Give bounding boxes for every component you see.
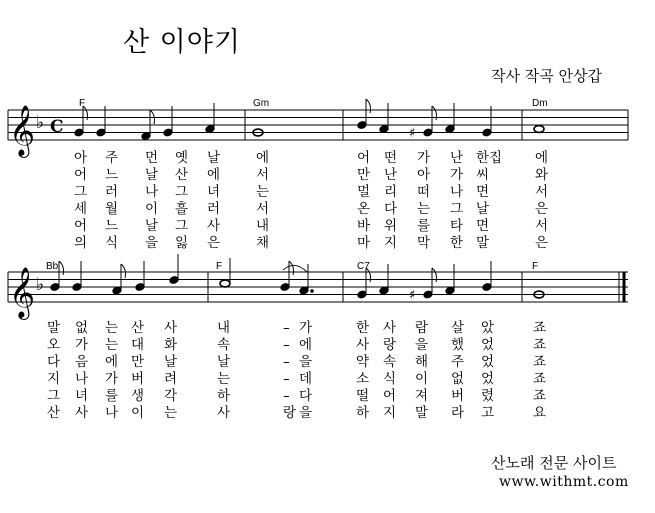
lyric-syllable: 산 bbox=[175, 167, 189, 183]
lyric-syllable: 은 bbox=[535, 201, 549, 217]
lyric-syllable: 말 bbox=[415, 405, 429, 421]
lyric-syllable: 산 bbox=[131, 320, 145, 336]
lyric-syllable: 떠 bbox=[417, 184, 431, 200]
lyric-syllable: 었 bbox=[481, 337, 495, 353]
lyric-syllable: 다 bbox=[299, 388, 313, 404]
treble-clef-icon: 𝄞 bbox=[9, 105, 36, 156]
lyric-syllable: 버 bbox=[131, 371, 145, 387]
lyric-syllable: 을 bbox=[299, 354, 313, 370]
lyric-syllable: 주 bbox=[105, 150, 119, 166]
lyric-syllable: 흘 bbox=[175, 201, 189, 217]
lyric-syllable: 타 bbox=[450, 218, 464, 234]
lyric-syllable: 말 bbox=[47, 320, 61, 336]
lyric-syllable: 은 bbox=[535, 235, 549, 251]
lyric-syllable: 에 bbox=[105, 354, 119, 370]
lyric-syllable: 서 bbox=[535, 184, 549, 200]
lyric-syllable: 속 bbox=[383, 354, 397, 370]
lyric-syllable: 다 bbox=[47, 354, 61, 370]
lyric-syllable: 는 bbox=[105, 320, 119, 336]
lyric-syllable: 가 bbox=[299, 320, 313, 336]
lyric-syllable: 서 bbox=[256, 167, 270, 183]
lyric-syllable: 하 bbox=[217, 388, 231, 404]
lyric-syllable: 난 bbox=[384, 167, 398, 183]
lyric-syllable: 를 bbox=[105, 388, 119, 404]
lyric-syllable: 면 bbox=[476, 184, 490, 200]
lyric-syllable: 하 bbox=[356, 405, 370, 421]
lyric-syllable: – bbox=[283, 337, 290, 353]
song-title: 산 이야기 bbox=[123, 27, 241, 58]
lyric-syllable: 어 bbox=[74, 218, 88, 234]
lyric-syllable: 랑 bbox=[283, 405, 297, 421]
lyric-syllable: 데 bbox=[299, 371, 313, 387]
lyric-syllable: 에 bbox=[535, 150, 549, 166]
site-name: 산노래 전문 사이트 bbox=[491, 454, 617, 472]
lyric-syllable: 각 bbox=[164, 388, 178, 404]
lyric-syllable: 식 bbox=[383, 371, 397, 387]
lyric-syllable: 내 bbox=[256, 218, 270, 234]
lyric-syllable: 마 bbox=[357, 235, 371, 251]
lyric-syllable: 나 bbox=[450, 184, 464, 200]
chord-symbol: Gm bbox=[253, 98, 270, 109]
notes-system-1 bbox=[74, 99, 544, 140]
lyric-syllable: 는 bbox=[256, 184, 270, 200]
lyric-syllable: 느 bbox=[105, 167, 119, 183]
lyric-syllable: 서 bbox=[256, 201, 270, 217]
lyric-syllable: 지 bbox=[384, 235, 398, 251]
sharp-icon: ♯ bbox=[409, 126, 416, 141]
lyric-syllable: 위 bbox=[384, 218, 398, 234]
lyric-syllable: 날 bbox=[207, 150, 221, 166]
lyric-syllable: 었 bbox=[481, 354, 495, 370]
lyric-syllable: 는 bbox=[164, 405, 178, 421]
lyric-syllable: 약 bbox=[356, 354, 370, 370]
lyric-syllable: 화 bbox=[164, 337, 178, 353]
lyric-syllable: 을 bbox=[415, 337, 429, 353]
notes-system-2 bbox=[50, 254, 544, 299]
lyric-syllable: 지 bbox=[47, 371, 61, 387]
lyric-syllable: 이 bbox=[415, 371, 429, 387]
lyric-syllable: 한집 bbox=[476, 150, 503, 166]
lyric-syllable: – bbox=[283, 320, 290, 336]
lyric-syllable: 주 bbox=[451, 354, 465, 370]
lyric-syllable: 식 bbox=[105, 235, 119, 251]
lyric-syllable: 에 bbox=[256, 150, 270, 166]
lyric-syllable: 난 bbox=[450, 150, 464, 166]
lyric-syllable: 다 bbox=[384, 201, 398, 217]
lyric-syllable: 리 bbox=[384, 184, 398, 200]
lyric-syllable: 녀 bbox=[207, 184, 221, 200]
lyric-syllable: 잃 bbox=[175, 235, 189, 251]
lyric-syllable: 는 bbox=[217, 371, 231, 387]
lyric-syllable: 려 bbox=[164, 371, 178, 387]
lyric-syllable: 사 bbox=[217, 405, 231, 421]
lyric-syllable: 그 bbox=[450, 201, 464, 217]
lyric-syllable: 날 bbox=[145, 218, 159, 234]
chord-symbol: C7 bbox=[357, 261, 370, 272]
sharp-icon: ♯ bbox=[409, 288, 416, 303]
lyric-syllable: 그 bbox=[175, 218, 189, 234]
lyric-syllable: 을 bbox=[145, 235, 159, 251]
lyric-syllable: 해 bbox=[415, 354, 429, 370]
lyric-syllable: 가 bbox=[105, 371, 119, 387]
lyric-syllable: 람 bbox=[415, 320, 429, 336]
lyric-syllable: 이 bbox=[145, 201, 159, 217]
lyric-syllable: 나 bbox=[145, 184, 159, 200]
lyric-syllable: 라 bbox=[451, 405, 465, 421]
lyric-syllable: 어 bbox=[74, 167, 88, 183]
lyric-syllable: 와 bbox=[535, 167, 549, 183]
lyric-syllable: 를 bbox=[417, 218, 431, 234]
lyric-syllable: 사 bbox=[356, 337, 370, 353]
lyric-syllable: – bbox=[283, 388, 290, 404]
time-signature: C bbox=[50, 117, 64, 137]
lyric-syllable: 죠 bbox=[533, 371, 547, 387]
lyric-syllable: 막 bbox=[417, 235, 431, 251]
lyric-syllable: 떤 bbox=[384, 150, 398, 166]
lyric-syllable: 오 bbox=[47, 337, 61, 353]
lyric-syllable: 버 bbox=[451, 388, 465, 404]
lyric-syllable: 씨 bbox=[476, 167, 490, 183]
lyric-syllable: 러 bbox=[207, 201, 221, 217]
lyric-syllable: 산 bbox=[47, 405, 61, 421]
lyric-syllable: 면 bbox=[476, 218, 490, 234]
lyric-syllable: 녀 bbox=[75, 388, 89, 404]
lyric-syllable: 이 bbox=[131, 405, 145, 421]
lyric-syllable: 속 bbox=[217, 337, 231, 353]
lyric-syllable: 내 bbox=[217, 320, 231, 336]
lyric-syllable: 떨 bbox=[356, 388, 370, 404]
lyric-syllable: 대 bbox=[131, 337, 145, 353]
lyric-syllable: 없 bbox=[75, 320, 89, 336]
lyric-syllable: 나 bbox=[75, 371, 89, 387]
lyric-syllable: 가 bbox=[75, 337, 89, 353]
lyric-syllable: 죠 bbox=[533, 388, 547, 404]
lyric-syllable: 서 bbox=[535, 218, 549, 234]
lyric-syllable: 에 bbox=[299, 337, 313, 353]
lyric-syllable: 은 bbox=[207, 235, 221, 251]
lyric-syllable: 음 bbox=[75, 354, 89, 370]
lyric-syllable: 그 bbox=[74, 184, 88, 200]
lyric-syllable: 날 bbox=[164, 354, 178, 370]
lyric-syllable: 러 bbox=[105, 184, 119, 200]
chord-symbol: F bbox=[79, 98, 86, 109]
lyric-syllable: 고 bbox=[481, 405, 495, 421]
lyric-syllable: 채 bbox=[256, 235, 270, 251]
lyric-syllable: 세 bbox=[74, 201, 88, 217]
lyric-syllable: 가 bbox=[417, 150, 431, 166]
chord-symbol: F bbox=[532, 261, 539, 272]
lyric-syllable: 날 bbox=[145, 167, 159, 183]
lyric-syllable: 만 bbox=[131, 354, 145, 370]
lyric-syllable: – bbox=[283, 371, 290, 387]
lyric-syllable: 월 bbox=[105, 201, 119, 217]
lyric-syllable: 아 bbox=[417, 167, 431, 183]
lyric-syllable: 한 bbox=[356, 320, 370, 336]
lyric-syllable: 멀 bbox=[357, 184, 371, 200]
flat-key-signature-icon: ♭ bbox=[36, 275, 45, 295]
lyric-syllable: 소 bbox=[356, 371, 370, 387]
chord-symbol: F bbox=[216, 261, 223, 272]
lyric-syllable: 는 bbox=[105, 337, 119, 353]
lyric-syllable: 없 bbox=[451, 371, 465, 387]
lyric-syllable: 죠 bbox=[533, 320, 547, 336]
lyric-syllable: 죠 bbox=[533, 337, 547, 353]
lyric-syllable: 을 bbox=[299, 405, 313, 421]
lyrics-system-1 bbox=[74, 149, 548, 251]
lyric-syllable: 말 bbox=[476, 235, 490, 251]
lyric-syllable: 지 bbox=[383, 405, 397, 421]
chord-symbol: Dm bbox=[532, 98, 548, 109]
lyrics-system-2 bbox=[47, 319, 546, 421]
lyric-syllable: 날 bbox=[476, 201, 490, 217]
lyric-syllable: 그 bbox=[175, 184, 189, 200]
treble-clef-icon: 𝄞 bbox=[9, 267, 36, 318]
lyric-syllable: 의 bbox=[74, 235, 88, 251]
lyric-syllable: 먼 bbox=[145, 150, 159, 166]
lyric-syllable: 사 bbox=[383, 320, 397, 336]
lyric-syllable: 날 bbox=[217, 354, 231, 370]
lyric-syllable: 그 bbox=[47, 388, 61, 404]
lyric-syllable: 렸 bbox=[481, 388, 495, 404]
lyric-syllable: – bbox=[283, 354, 290, 370]
lyric-syllable: 어 bbox=[383, 388, 397, 404]
lyric-syllable: 느 bbox=[105, 218, 119, 234]
lyric-syllable: 아 bbox=[74, 150, 88, 166]
site-url: www.withmt.com bbox=[499, 474, 629, 490]
lyric-syllable: 었 bbox=[481, 371, 495, 387]
lyric-syllable: 가 bbox=[450, 167, 464, 183]
lyric-syllable: 요 bbox=[533, 405, 547, 421]
lyric-syllable: 져 bbox=[415, 388, 429, 404]
lyric-syllable: 는 bbox=[417, 201, 431, 217]
lyric-syllable: 한 bbox=[450, 235, 464, 251]
lyric-syllable: 했 bbox=[451, 337, 465, 353]
lyric-syllable: 사 bbox=[75, 405, 89, 421]
lyric-syllable: 온 bbox=[357, 201, 371, 217]
lyric-syllable: 생 bbox=[131, 388, 145, 404]
lyric-syllable: 에 bbox=[207, 167, 221, 183]
lyric-syllable: 어 bbox=[357, 150, 371, 166]
lyric-syllable: 사 bbox=[164, 320, 178, 336]
flat-key-signature-icon: ♭ bbox=[36, 113, 45, 133]
lyric-syllable: 랑 bbox=[383, 337, 397, 353]
lyric-syllable: 사 bbox=[207, 218, 221, 234]
lyric-syllable: 만 bbox=[357, 167, 371, 183]
lyric-syllable: 죠 bbox=[533, 354, 547, 370]
lyric-syllable: 살 bbox=[451, 320, 465, 336]
chord-symbol: Bb bbox=[46, 261, 59, 272]
lyric-syllable: 옛 bbox=[175, 150, 189, 166]
lyric-syllable: 바 bbox=[357, 218, 371, 234]
lyric-syllable: 았 bbox=[481, 320, 495, 336]
composer-credit: 작사 작곡 안상갑 bbox=[491, 67, 602, 85]
lyric-syllable: 나 bbox=[105, 405, 119, 421]
